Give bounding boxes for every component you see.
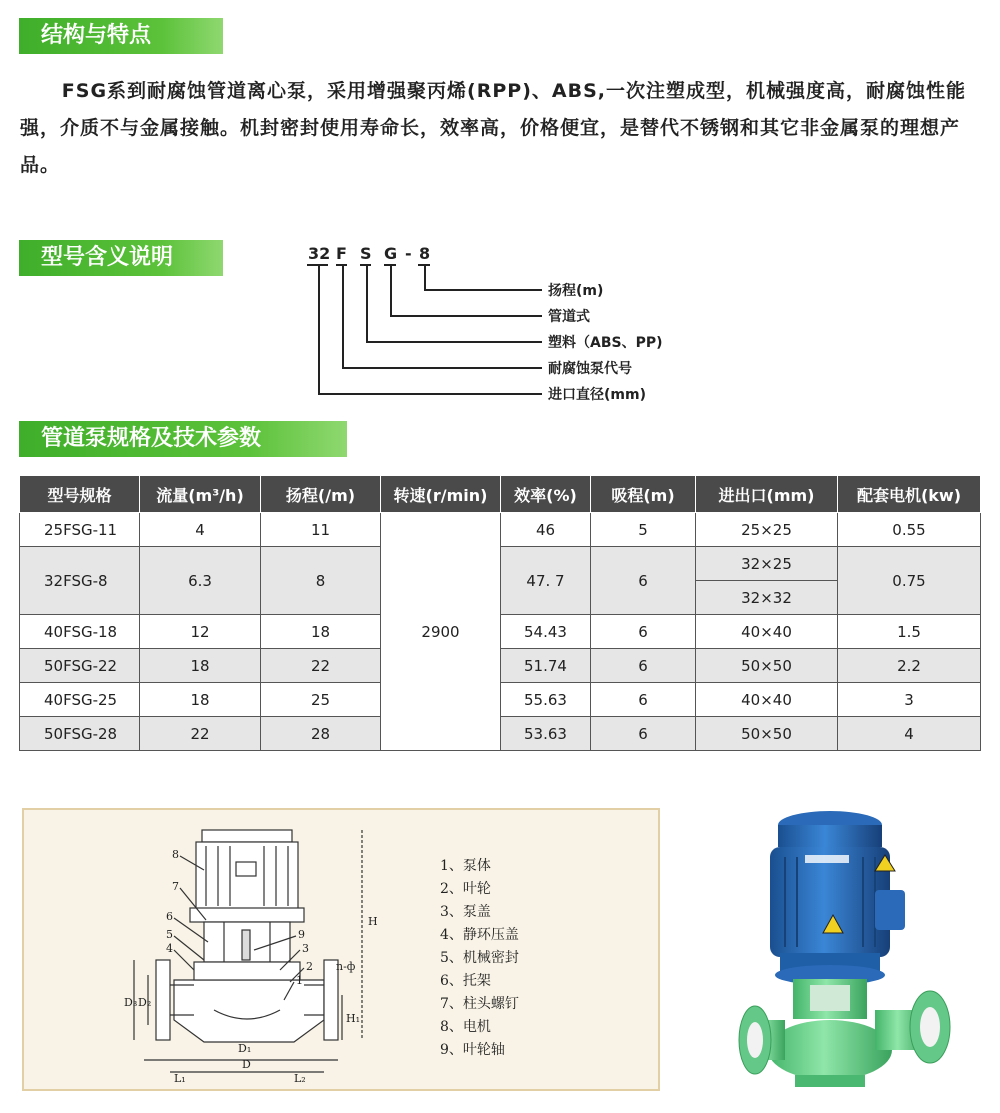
cell-head: 18 (261, 615, 381, 649)
label-plastic: 塑料（ABS、PP) (548, 335, 663, 351)
cell-model: 40FSG-25 (20, 683, 140, 717)
cell-model: 40FSG-18 (20, 615, 140, 649)
cell-efficiency: 54.43 (501, 615, 591, 649)
cell-motor: 3 (838, 683, 981, 717)
cell-motor: 2.2 (838, 649, 981, 683)
callout-9: 9 (298, 928, 305, 941)
cell-head: 28 (261, 717, 381, 751)
spec-table (19, 475, 981, 751)
th-motor: 配套电机(kw) (838, 476, 981, 513)
cell-flow: 18 (140, 649, 261, 683)
model-code-s: S (360, 244, 372, 263)
cell-suction: 6 (591, 717, 696, 751)
section-banner-features: 结构与特点 (19, 18, 223, 54)
th-efficiency: 效率(%) (501, 476, 591, 513)
label-inlet-diameter: 进口直径(mm) (548, 387, 646, 403)
pump-drawing (22, 808, 660, 1091)
callout-5: 5 (166, 928, 173, 941)
cell-head: 11 (261, 513, 381, 547)
dim-l1: L₁ (174, 1072, 186, 1085)
list-item: 5、机械密封 (440, 950, 519, 966)
table-row (20, 717, 981, 751)
th-head: 扬程(/m) (261, 476, 381, 513)
cell-port: 40×40 (696, 615, 838, 649)
th-speed: 转速(r/min) (381, 476, 501, 513)
table-row (20, 547, 981, 581)
cell-head: 25 (261, 683, 381, 717)
cell-port: 40×40 (696, 683, 838, 717)
cell-port: 32×32 (696, 581, 838, 615)
cell-port: 50×50 (696, 717, 838, 751)
pump-product-image (735, 795, 985, 1100)
model-code-8: 8 (419, 244, 431, 263)
th-suction: 吸程(m) (591, 476, 696, 513)
dim-d: D (242, 1058, 251, 1071)
list-item: 3、泵盖 (440, 904, 491, 920)
th-flow: 流量(m³/h) (140, 476, 261, 513)
cell-suction: 6 (591, 649, 696, 683)
callout-8: 8 (172, 848, 179, 861)
list-item: 6、托架 (440, 973, 491, 989)
cell-suction: 6 (591, 615, 696, 649)
callout-2: 2 (306, 960, 313, 973)
cell-efficiency: 53.63 (501, 717, 591, 751)
cell-flow: 12 (140, 615, 261, 649)
list-item: 1、泵体 (440, 858, 491, 874)
cell-flow: 4 (140, 513, 261, 547)
dim-h: H (368, 915, 378, 928)
dim-h1: H₁ (346, 1012, 361, 1025)
model-code-dash: - (405, 244, 412, 263)
list-item: 2、叶轮 (440, 881, 491, 897)
th-port: 进出口(mm) (696, 476, 838, 513)
cell-model: 32FSG-8 (20, 547, 140, 615)
section-banner-model: 型号含义说明 (19, 240, 223, 276)
label-pipeline: 管道式 (548, 309, 590, 325)
pump-drawing-svg (24, 810, 658, 1089)
dim-l2: L₂ (294, 1072, 306, 1085)
table-row (20, 513, 981, 547)
cell-suction: 5 (591, 513, 696, 547)
cell-port: 50×50 (696, 649, 838, 683)
callout-3: 3 (302, 942, 309, 955)
parts-list (440, 855, 519, 1062)
cell-model: 50FSG-28 (20, 717, 140, 751)
cell-motor: 1.5 (838, 615, 981, 649)
cell-efficiency: 46 (501, 513, 591, 547)
model-code-g: G (384, 244, 398, 263)
callout-7: 7 (172, 880, 179, 893)
dim-d1: D₁ (238, 1042, 252, 1055)
cell-motor: 0.55 (838, 513, 981, 547)
model-code-32: 32 (308, 244, 331, 263)
list-item: 4、静环压盖 (440, 927, 519, 943)
cell-head: 22 (261, 649, 381, 683)
cell-motor: 0.75 (838, 547, 981, 615)
model-code-f: F (336, 244, 347, 263)
cell-model: 25FSG-11 (20, 513, 140, 547)
cell-motor: 4 (838, 717, 981, 751)
table-row (20, 683, 981, 717)
list-item: 7、柱头螺钉 (440, 996, 519, 1012)
cell-suction: 6 (591, 547, 696, 615)
cell-port: 25×25 (696, 513, 838, 547)
cell-efficiency: 47. 7 (501, 547, 591, 615)
th-model: 型号规格 (20, 476, 140, 513)
cell-efficiency: 55.63 (501, 683, 591, 717)
cell-suction: 6 (591, 683, 696, 717)
table-header-row (20, 476, 981, 513)
cell-efficiency: 51.74 (501, 649, 591, 683)
list-item: 9、叶轮轴 (440, 1042, 505, 1058)
dim-d2: D₂ (138, 996, 152, 1009)
cell-port: 32×25 (696, 547, 838, 581)
cell-model: 50FSG-22 (20, 649, 140, 683)
callout-1: 1 (296, 974, 303, 987)
cell-flow: 18 (140, 683, 261, 717)
cell-flow: 22 (140, 717, 261, 751)
callout-4: 4 (166, 942, 173, 955)
dim-n-phi: n-ф (336, 960, 356, 973)
dim-d3: D₃ (124, 996, 138, 1009)
table-row (20, 649, 981, 683)
intro-paragraph: FSG系到耐腐蚀管道离心泵，采用增强聚丙烯(RPP)、ABS,一次注塑成型，机械强度高，耐腐蚀性能强，介质不与金属接触。机封密封使用寿命长，效率高，价格便宜，是替代不锈钢和其它非金属泵的理想产品。 (20, 80, 966, 176)
list-item: 8、电机 (440, 1019, 491, 1035)
label-head: 扬程(m) (548, 283, 604, 299)
cell-flow: 6.3 (140, 547, 261, 615)
cell-speed: 2900 (381, 513, 501, 751)
section-banner-spec: 管道泵规格及技术参数 (19, 421, 347, 457)
cell-head: 8 (261, 547, 381, 615)
callout-6: 6 (166, 910, 173, 923)
table-row (20, 615, 981, 649)
label-corrosion-code: 耐腐蚀泵代号 (548, 361, 632, 377)
